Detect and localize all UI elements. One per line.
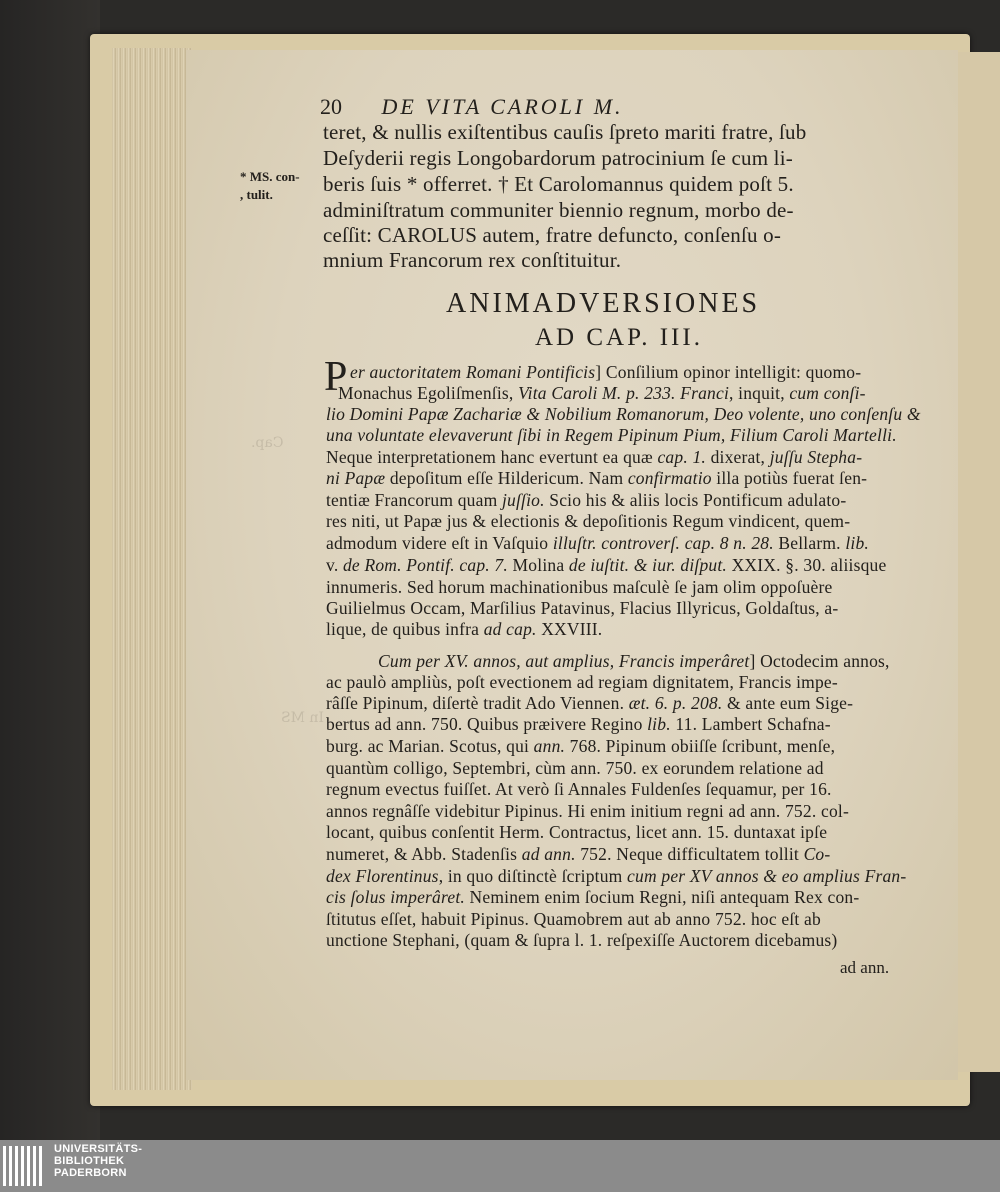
commentary-line (326, 758, 824, 779)
roman-text: râſſe Pipinum, diſertè tradit Ado Viennen. (326, 693, 629, 713)
italic-text: Co- (803, 844, 831, 864)
page-edges (112, 48, 192, 1090)
commentary-line (326, 909, 821, 930)
roman-text: , in quo diſtinctè ſcriptum (438, 866, 628, 886)
commentary-line (326, 887, 859, 908)
italic-text: Vita Caroli M. p. 233. Franci (518, 383, 730, 403)
roman-text: lique, de quibus infra (326, 619, 484, 639)
drop-cap: P (324, 354, 348, 400)
italic-text: lib. (647, 714, 671, 734)
italic-text: cum per XV annos & eo amplius Fran- (627, 866, 907, 886)
roman-text: quantùm colligo, Septembri, cùm ann. 750. ex eorundem relatione ad (326, 758, 824, 778)
margin-note (240, 168, 300, 204)
italic-text: juſſu Stepha- (769, 447, 863, 467)
roman-text: unctione Stephani, (quam & ſupra l. 1. reſpexiſſe Auctorem dicebamus) (326, 930, 838, 950)
commentary-line (326, 844, 830, 865)
roman-text: admodum videre eſt in Vaſquio (326, 533, 553, 553)
italic-text: ni Papæ (326, 468, 386, 488)
roman-text: Bellarm. (773, 533, 846, 553)
background-left (0, 0, 100, 1140)
roman-text: XXVIII. (536, 619, 603, 639)
roman-text: XXIX. §. 30. aliisque (727, 555, 887, 575)
italic-text: ann. (533, 736, 566, 756)
italic-text: juſſio. (501, 490, 545, 510)
roman-text: bertus ad ann. 750. Quibus præivere Regino (326, 714, 648, 734)
library-name (54, 1143, 142, 1179)
facing-page-edge (958, 52, 1000, 1072)
commentary-line (338, 383, 866, 404)
italic-text: cis ſolus imperâret. (326, 887, 465, 907)
text-line: beris ſuis * offerret. † Et Carolomannus quidem poſt 5. (323, 172, 794, 196)
roman-text: numeret, & Abb. Stadenſis (326, 844, 522, 864)
italic-text: æt. 6. p. 208. (628, 693, 723, 713)
commentary-line (326, 404, 921, 425)
roman-text: v. (326, 555, 343, 575)
roman-text: burg. ac Marian. Scotus, qui (326, 736, 534, 756)
roman-text: 768. Pipinum obiiſſe ſcribunt, menſe, (565, 736, 836, 756)
roman-text: ac paulò ampliùs, poſt evectionem ad regiam dignitatem, Francis impe- (326, 672, 838, 692)
text-line: mnium Francorum rex conſtituitur. (323, 248, 622, 272)
commentary-line (326, 598, 838, 619)
commentary-line (326, 577, 833, 598)
library-name-line: BIBLIOTHEK (54, 1155, 125, 1167)
commentary-line (326, 511, 850, 532)
text-line: ceſſit: CAROLUS autem, fratre defuncto, conſenſu o- (323, 223, 782, 247)
roman-text: ] Conſilium opinor intelligit: quomo- (595, 362, 862, 382)
roman-text: dixerat, (706, 447, 770, 467)
roman-text: , inquit, (729, 383, 790, 403)
italic-text: una voluntate elevaverunt ſibi in Regem Pipinum Pium, Filium Caroli Martelli. (326, 425, 897, 445)
italic-text: lio Domini Papæ Zachariæ & Nobilium Romanorum, Deo volente, uno conſenſu & (326, 404, 921, 424)
roman-text: regnum evectus fuiſſet. At verò ſi Annales Fuldenſes ſequamur, per 16. (326, 779, 832, 799)
italic-text: Cum per XV. annos, aut amplius, Francis imperâret (378, 651, 750, 671)
commentary-line (326, 714, 831, 735)
commentary-line (326, 693, 853, 714)
italic-text: ad ann. (521, 844, 576, 864)
show-through: In MS (281, 710, 324, 726)
roman-text: 11. Lambert Schafna- (670, 714, 831, 734)
italic-text: de iuſtit. & iur. diſput. (568, 555, 728, 575)
show-through: Cap. (251, 435, 284, 451)
section-subheading: AD CAP. III. (535, 324, 703, 351)
roman-text: Neque interpretationem hanc evertunt ea quæ (326, 447, 658, 467)
commentary-line (326, 468, 867, 489)
library-name-line: PADERBORN (54, 1167, 127, 1179)
commentary-line (326, 930, 837, 951)
roman-text: annos regnâſſe videbitur Pipinus. Hi enim initium regni ad ann. 752. col- (326, 801, 849, 821)
commentary-line (326, 822, 827, 843)
commentary-line (378, 651, 890, 672)
roman-text: tentiæ Francorum quam (326, 490, 502, 510)
commentary-line (326, 447, 862, 468)
roman-text: Molina (507, 555, 569, 575)
margin-note-line: * MS. con- (240, 169, 300, 184)
commentary-line (326, 425, 897, 446)
commentary-line (350, 362, 861, 383)
running-head (320, 94, 624, 120)
commentary-line (326, 490, 846, 511)
commentary-line (326, 801, 849, 822)
text-line: Deſyderii regis Longobardorum patrocinium ſe cum li- (323, 146, 793, 170)
roman-text: Guilielmus Occam, Marſilius Patavinus, Flacius Illyricus, Goldaſtus, a- (326, 598, 839, 618)
roman-text: Scio his & aliis locis Pontificum adulato- (544, 490, 847, 510)
italic-text: confirmatio (627, 468, 712, 488)
commentary-line (326, 619, 602, 640)
roman-text: innumeris. Sed horum machinationibus maſculè ſe jam olim oppoſuère (326, 577, 833, 597)
commentary-line (326, 866, 906, 887)
text-line: adminiſtratum communiter biennio regnum, morbo de- (323, 198, 794, 222)
library-name-line: UNIVERSITÄTS- (54, 1143, 143, 1155)
page-number: 20 (320, 94, 342, 119)
commentary-line (326, 672, 838, 693)
italic-text: dex Florentinus (326, 866, 439, 886)
italic-text: de Rom. Pontif. cap. 7. (342, 555, 508, 575)
footer-bar (0, 1140, 1000, 1192)
commentary-line (326, 779, 832, 800)
roman-text: Neminem enim ſocium Regni, niſi antequam Rex con- (464, 887, 860, 907)
italic-text: er auctoritatem Romani Pontificis (350, 362, 596, 382)
margin-note-line: , tulit. (240, 187, 273, 202)
roman-text: illa potiùs fuerat ſen- (711, 468, 868, 488)
roman-text: depoſitum eſſe Hildericum. Nam (385, 468, 628, 488)
roman-text: locant, quibus conſentit Herm. Contractus, licet ann. 15. duntaxat ipſe (326, 822, 828, 842)
commentary-line (326, 555, 886, 576)
italic-text: lib. (845, 533, 869, 553)
catchword: ad ann. (840, 958, 890, 977)
italic-text: cap. 1. (657, 447, 706, 467)
roman-text: res niti, ut Papæ jus & electionis & depoſitionis Regum vindicent, quem- (326, 511, 851, 531)
roman-text: & ante eum Sige- (722, 693, 854, 713)
italic-text: ad cap. (483, 619, 537, 639)
roman-text: ] Octodecim annos, (749, 651, 890, 671)
roman-text: 752. Neque difficultatem tollit (575, 844, 804, 864)
commentary-line (326, 736, 835, 757)
section-heading: ANIMADVERSIONES (446, 288, 761, 319)
text-line: teret, & nullis exiſtentibus cauſis ſpreto mariti fratre, ſub (323, 120, 807, 144)
library-logo-icon (0, 1142, 50, 1190)
italic-text: cum conſi- (789, 383, 866, 403)
italic-text: illuſtr. controverſ. cap. 8 n. 28. (552, 533, 774, 553)
commentary-line (326, 533, 869, 554)
roman-text: ſtitutus eſſet, habuit Pipinus. Quamobrem aut ab anno 752. hoc eſt ab (326, 909, 821, 929)
running-title: DE VITA CAROLI M. (381, 94, 624, 119)
roman-text: Monachus Egoliſmenſis, (338, 383, 519, 403)
